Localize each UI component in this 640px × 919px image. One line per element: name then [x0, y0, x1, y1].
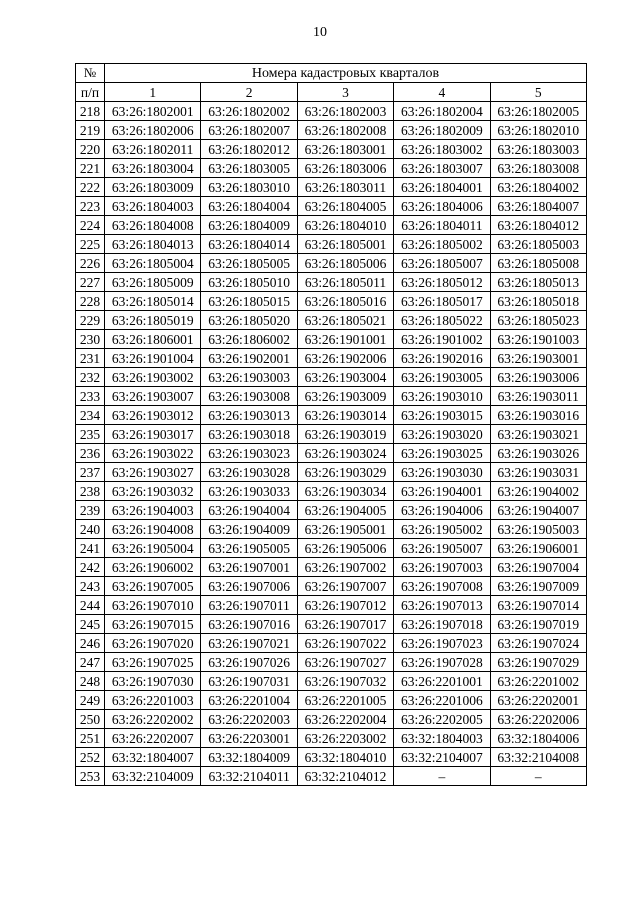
cadastral-number-cell: 63:26:1901001: [297, 330, 393, 349]
cadastral-number-cell: 63:26:1904002: [490, 482, 586, 501]
cadastral-number-cell: 63:26:1907025: [105, 653, 201, 672]
cadastral-number-cell: 63:26:1905002: [394, 520, 490, 539]
row-number: 253: [76, 767, 105, 786]
cadastral-number-cell: 63:26:1805001: [297, 235, 393, 254]
cadastral-number-cell: 63:26:1903016: [490, 406, 586, 425]
cadastral-number-cell: 63:26:1804009: [201, 216, 297, 235]
table-row: [76, 539, 587, 558]
cadastral-number-cell: 63:26:1907012: [297, 596, 393, 615]
row-number: 248: [76, 672, 105, 691]
table-row: [76, 406, 587, 425]
cadastral-number-cell: 63:26:1907004: [490, 558, 586, 577]
cadastral-quarters-table: [75, 63, 587, 786]
cadastral-number-cell: 63:26:1804011: [394, 216, 490, 235]
cadastral-number-cell: 63:32:1804009: [201, 748, 297, 767]
cadastral-number-cell: 63:26:1805017: [394, 292, 490, 311]
column-number: 5: [490, 83, 586, 102]
cadastral-number-cell: 63:26:1806001: [105, 330, 201, 349]
cadastral-number-cell: 63:26:1804001: [394, 178, 490, 197]
cadastral-number-cell: 63:26:1903020: [394, 425, 490, 444]
cadastral-number-cell: 63:26:1804008: [105, 216, 201, 235]
row-number: 252: [76, 748, 105, 767]
cadastral-number-cell: 63:26:1903027: [105, 463, 201, 482]
cadastral-number-cell: 63:26:1903019: [297, 425, 393, 444]
cadastral-number-cell: 63:26:1902016: [394, 349, 490, 368]
table-row: [76, 615, 587, 634]
cadastral-number-cell: 63:26:1903026: [490, 444, 586, 463]
cadastral-number-cell: 63:26:1804002: [490, 178, 586, 197]
row-number: 228: [76, 292, 105, 311]
row-number: 246: [76, 634, 105, 653]
cadastral-number-cell: 63:26:1907010: [105, 596, 201, 615]
cadastral-number-cell: 63:26:1804007: [490, 197, 586, 216]
cadastral-number-cell: 63:26:1905001: [297, 520, 393, 539]
cadastral-number-cell: 63:26:1907008: [394, 577, 490, 596]
cadastral-number-cell: 63:26:1907026: [201, 653, 297, 672]
cadastral-number-cell: 63:26:1903011: [490, 387, 586, 406]
cadastral-number-cell: 63:26:1903018: [201, 425, 297, 444]
cadastral-number-cell: 63:26:2203001: [201, 729, 297, 748]
cadastral-number-cell: 63:26:1805020: [201, 311, 297, 330]
cadastral-number-cell: 63:26:1805004: [105, 254, 201, 273]
cadastral-number-cell: 63:26:1805015: [201, 292, 297, 311]
row-number: 224: [76, 216, 105, 235]
cadastral-number-cell: 63:26:1903005: [394, 368, 490, 387]
table-row: [76, 216, 587, 235]
cadastral-number-cell: 63:26:1903033: [201, 482, 297, 501]
cadastral-number-cell: 63:26:1805007: [394, 254, 490, 273]
cadastral-number-cell: 63:26:1903014: [297, 406, 393, 425]
cadastral-number-cell: 63:26:1907005: [105, 577, 201, 596]
row-number: 251: [76, 729, 105, 748]
table-row: [76, 653, 587, 672]
cadastral-number-cell: 63:26:1802005: [490, 102, 586, 121]
cadastral-number-cell: 63:26:1803005: [201, 159, 297, 178]
cadastral-number-cell: 63:26:2201005: [297, 691, 393, 710]
cadastral-number-cell: 63:26:1904001: [394, 482, 490, 501]
table-row: [76, 425, 587, 444]
cadastral-number-cell: 63:26:1805022: [394, 311, 490, 330]
table-row: [76, 691, 587, 710]
cadastral-number-cell: 63:26:2202004: [297, 710, 393, 729]
table-row: [76, 140, 587, 159]
cadastral-number-cell: 63:26:1903004: [297, 368, 393, 387]
table-row: [76, 121, 587, 140]
row-number: 250: [76, 710, 105, 729]
cadastral-number-cell: 63:26:1804004: [201, 197, 297, 216]
table-row: [76, 520, 587, 539]
cadastral-number-cell: 63:26:1904004: [201, 501, 297, 520]
cadastral-number-cell: 63:26:1804012: [490, 216, 586, 235]
table-row: [76, 197, 587, 216]
cadastral-number-cell: 63:26:2202002: [105, 710, 201, 729]
cadastral-number-cell: 63:26:1904003: [105, 501, 201, 520]
table-row: [76, 463, 587, 482]
cadastral-number-cell: 63:26:1804013: [105, 235, 201, 254]
row-number: 247: [76, 653, 105, 672]
cadastral-number-cell: 63:26:1906002: [105, 558, 201, 577]
cadastral-number-cell: 63:26:1907001: [201, 558, 297, 577]
cadastral-number-cell: 63:26:1907029: [490, 653, 586, 672]
table-header-row: [76, 64, 587, 83]
cadastral-number-cell: 63:26:1907031: [201, 672, 297, 691]
cadastral-number-cell: 63:26:1803008: [490, 159, 586, 178]
cadastral-number-cell: 63:26:1805003: [490, 235, 586, 254]
cadastral-number-cell: 63:26:2203002: [297, 729, 393, 748]
cadastral-number-cell: 63:26:2202003: [201, 710, 297, 729]
table-row: [76, 672, 587, 691]
cadastral-number-cell: 63:26:1805006: [297, 254, 393, 273]
cadastral-number-cell: 63:26:1905007: [394, 539, 490, 558]
table-row: [76, 178, 587, 197]
cadastral-number-cell: 63:26:1907020: [105, 634, 201, 653]
cadastral-number-cell: 63:26:1904007: [490, 501, 586, 520]
cadastral-number-cell: 63:26:1907024: [490, 634, 586, 653]
row-number: 220: [76, 140, 105, 159]
cadastral-number-cell: 63:26:1802004: [394, 102, 490, 121]
cadastral-number-cell: 63:26:1803002: [394, 140, 490, 159]
cadastral-number-cell: 63:26:1907028: [394, 653, 490, 672]
cadastral-number-cell: 63:26:2201003: [105, 691, 201, 710]
cadastral-number-cell: 63:32:2104012: [297, 767, 393, 786]
cadastral-number-cell: 63:26:1903013: [201, 406, 297, 425]
cadastral-number-cell: 63:26:1804003: [105, 197, 201, 216]
row-number: 237: [76, 463, 105, 482]
cadastral-number-cell: 63:26:1804006: [394, 197, 490, 216]
cadastral-number-cell: 63:26:1907019: [490, 615, 586, 634]
cadastral-number-cell: 63:26:1805005: [201, 254, 297, 273]
cadastral-number-cell: –: [490, 767, 586, 786]
cadastral-number-cell: 63:26:1903034: [297, 482, 393, 501]
table-row: [76, 311, 587, 330]
cadastral-number-cell: 63:26:1804014: [201, 235, 297, 254]
cadastral-number-cell: 63:26:1903006: [490, 368, 586, 387]
cadastral-number-cell: 63:26:1907006: [201, 577, 297, 596]
cadastral-number-cell: 63:26:1802009: [394, 121, 490, 140]
cadastral-number-cell: 63:26:1907016: [201, 615, 297, 634]
cadastral-number-cell: 63:26:2202005: [394, 710, 490, 729]
cadastral-number-cell: 63:26:1905003: [490, 520, 586, 539]
cadastral-number-cell: 63:26:1805009: [105, 273, 201, 292]
cadastral-number-cell: 63:26:1903032: [105, 482, 201, 501]
cadastral-number-cell: 63:26:1902001: [201, 349, 297, 368]
row-number: 233: [76, 387, 105, 406]
cadastral-number-cell: 63:26:1802001: [105, 102, 201, 121]
table-row: [76, 558, 587, 577]
row-number: 219: [76, 121, 105, 140]
cadastral-number-cell: 63:26:1803004: [105, 159, 201, 178]
cadastral-number-cell: 63:26:1903003: [201, 368, 297, 387]
cadastral-number-cell: 63:32:1804006: [490, 729, 586, 748]
cadastral-number-cell: 63:26:1803009: [105, 178, 201, 197]
cadastral-number-cell: 63:26:1802012: [201, 140, 297, 159]
cadastral-number-cell: 63:26:1903002: [105, 368, 201, 387]
cadastral-number-cell: 63:26:1907007: [297, 577, 393, 596]
cadastral-number-cell: 63:26:1907003: [394, 558, 490, 577]
row-number: 238: [76, 482, 105, 501]
cadastral-number-cell: 63:26:1907002: [297, 558, 393, 577]
page-number: 10: [313, 25, 327, 40]
table-body: [76, 102, 587, 786]
cadastral-number-cell: 63:26:1905004: [105, 539, 201, 558]
cadastral-number-cell: 63:26:1805023: [490, 311, 586, 330]
cadastral-number-cell: 63:26:1903001: [490, 349, 586, 368]
header-row-number-label: п/п: [76, 83, 105, 102]
cadastral-number-cell: 63:26:2201002: [490, 672, 586, 691]
row-number: 218: [76, 102, 105, 121]
cadastral-number-cell: 63:26:1907022: [297, 634, 393, 653]
cadastral-number-cell: 63:26:1805016: [297, 292, 393, 311]
cadastral-number-cell: 63:26:1803001: [297, 140, 393, 159]
row-number: 243: [76, 577, 105, 596]
cadastral-number-cell: 63:26:1903022: [105, 444, 201, 463]
table-row: [76, 330, 587, 349]
table-row: [76, 273, 587, 292]
cadastral-number-cell: 63:26:1901004: [105, 349, 201, 368]
cadastral-number-cell: 63:26:1805014: [105, 292, 201, 311]
row-number: 240: [76, 520, 105, 539]
cadastral-number-cell: 63:26:1903017: [105, 425, 201, 444]
cadastral-number-cell: 63:32:2104011: [201, 767, 297, 786]
table-row: [76, 292, 587, 311]
table-row: [76, 729, 587, 748]
cadastral-number-cell: 63:26:2201004: [201, 691, 297, 710]
cadastral-number-cell: 63:26:1803003: [490, 140, 586, 159]
cadastral-number-cell: 63:26:1906001: [490, 539, 586, 558]
cadastral-number-cell: 63:26:1903031: [490, 463, 586, 482]
cadastral-number-cell: 63:26:1903009: [297, 387, 393, 406]
cadastral-number-cell: 63:26:1904006: [394, 501, 490, 520]
cadastral-number-cell: 63:26:1903025: [394, 444, 490, 463]
cadastral-number-cell: 63:26:1803007: [394, 159, 490, 178]
table-row: [76, 444, 587, 463]
row-number: 229: [76, 311, 105, 330]
cadastral-number-cell: 63:26:1901002: [394, 330, 490, 349]
cadastral-number-cell: 63:26:1806002: [201, 330, 297, 349]
cadastral-number-cell: 63:32:2104009: [105, 767, 201, 786]
cadastral-number-cell: 63:26:1907013: [394, 596, 490, 615]
cadastral-number-cell: 63:26:1804010: [297, 216, 393, 235]
row-number: 232: [76, 368, 105, 387]
cadastral-number-cell: 63:26:1907018: [394, 615, 490, 634]
cadastral-number-cell: 63:26:1907021: [201, 634, 297, 653]
row-number: 241: [76, 539, 105, 558]
cadastral-number-cell: 63:26:1907023: [394, 634, 490, 653]
cadastral-number-cell: 63:26:1805008: [490, 254, 586, 273]
table-row: [76, 710, 587, 729]
cadastral-number-cell: 63:26:1904008: [105, 520, 201, 539]
row-number: 230: [76, 330, 105, 349]
cadastral-number-cell: 63:26:2202007: [105, 729, 201, 748]
cadastral-number-cell: 63:26:1907032: [297, 672, 393, 691]
column-number: 3: [297, 83, 393, 102]
cadastral-number-cell: 63:26:1802006: [105, 121, 201, 140]
cadastral-number-cell: 63:26:1805019: [105, 311, 201, 330]
cadastral-number-cell: 63:26:1802003: [297, 102, 393, 121]
cadastral-number-cell: 63:26:1903008: [201, 387, 297, 406]
cadastral-number-cell: 63:32:2104007: [394, 748, 490, 767]
cadastral-number-cell: 63:26:2202006: [490, 710, 586, 729]
cadastral-number-cell: 63:26:1905006: [297, 539, 393, 558]
cadastral-number-cell: 63:26:1907011: [201, 596, 297, 615]
row-number: 236: [76, 444, 105, 463]
column-number: 1: [105, 83, 201, 102]
column-number: 4: [394, 83, 490, 102]
cadastral-number-cell: 63:26:1805013: [490, 273, 586, 292]
table-row: [76, 767, 587, 786]
cadastral-number-cell: 63:26:1903030: [394, 463, 490, 482]
cadastral-number-cell: 63:26:1802008: [297, 121, 393, 140]
cadastral-number-cell: 63:26:1907015: [105, 615, 201, 634]
row-number: 223: [76, 197, 105, 216]
cadastral-number-cell: 63:26:1903023: [201, 444, 297, 463]
column-number: 2: [201, 83, 297, 102]
table-row: [76, 159, 587, 178]
cadastral-number-cell: 63:26:1904005: [297, 501, 393, 520]
row-number: 245: [76, 615, 105, 634]
cadastral-number-cell: 63:26:1905005: [201, 539, 297, 558]
cadastral-number-cell: 63:26:1902006: [297, 349, 393, 368]
row-number: 225: [76, 235, 105, 254]
cadastral-number-cell: 63:26:1904009: [201, 520, 297, 539]
cadastral-number-cell: 63:26:2202001: [490, 691, 586, 710]
cadastral-number-cell: 63:26:1903015: [394, 406, 490, 425]
cadastral-number-cell: 63:26:1805011: [297, 273, 393, 292]
table-row: [76, 596, 587, 615]
cadastral-number-cell: 63:26:1805021: [297, 311, 393, 330]
cadastral-number-cell: 63:26:1802010: [490, 121, 586, 140]
cadastral-number-cell: 63:26:1805012: [394, 273, 490, 292]
row-number: 249: [76, 691, 105, 710]
cadastral-number-cell: 63:26:1803010: [201, 178, 297, 197]
cadastral-number-cell: 63:26:1903028: [201, 463, 297, 482]
row-number: 239: [76, 501, 105, 520]
cadastral-number-cell: 63:26:1805002: [394, 235, 490, 254]
row-number: 235: [76, 425, 105, 444]
row-number: 226: [76, 254, 105, 273]
cadastral-number-cell: 63:26:1901003: [490, 330, 586, 349]
cadastral-number-cell: 63:26:1802002: [201, 102, 297, 121]
cadastral-number-cell: 63:26:1903024: [297, 444, 393, 463]
cadastral-number-cell: 63:26:1903012: [105, 406, 201, 425]
cadastral-number-cell: 63:26:2201001: [394, 672, 490, 691]
table-row: [76, 577, 587, 596]
row-number: 242: [76, 558, 105, 577]
cadastral-number-cell: 63:26:1903007: [105, 387, 201, 406]
row-number: 234: [76, 406, 105, 425]
table-row: [76, 501, 587, 520]
cadastral-number-cell: 63:32:2104008: [490, 748, 586, 767]
cadastral-number-cell: 63:26:1907027: [297, 653, 393, 672]
table-row: [76, 349, 587, 368]
table-row: [76, 482, 587, 501]
cadastral-number-cell: 63:26:1802011: [105, 140, 201, 159]
cadastral-number-cell: 63:26:1907014: [490, 596, 586, 615]
table-row: [76, 368, 587, 387]
table-row: [76, 748, 587, 767]
cadastral-number-cell: 63:26:1907009: [490, 577, 586, 596]
row-number: 221: [76, 159, 105, 178]
cadastral-number-cell: 63:32:1804003: [394, 729, 490, 748]
row-number: 227: [76, 273, 105, 292]
cadastral-number-cell: 63:26:1907030: [105, 672, 201, 691]
cadastral-number-cell: 63:26:1802007: [201, 121, 297, 140]
cadastral-number-cell: 63:26:1805018: [490, 292, 586, 311]
cadastral-number-cell: 63:32:1804007: [105, 748, 201, 767]
table-row: [76, 235, 587, 254]
cadastral-number-cell: 63:26:1804005: [297, 197, 393, 216]
cadastral-number-cell: 63:26:1805010: [201, 273, 297, 292]
table-row: [76, 254, 587, 273]
cadastral-number-cell: 63:26:2201006: [394, 691, 490, 710]
table-column-numbers-row: [76, 83, 587, 102]
table-row: [76, 102, 587, 121]
header-number-symbol: №: [76, 64, 105, 83]
header-title: Номера кадастровых кварталов: [105, 64, 587, 83]
row-number: 231: [76, 349, 105, 368]
cadastral-number-cell: 63:26:1907017: [297, 615, 393, 634]
cadastral-number-cell: 63:26:1803011: [297, 178, 393, 197]
cadastral-number-cell: 63:26:1903021: [490, 425, 586, 444]
cadastral-number-cell: 63:26:1803006: [297, 159, 393, 178]
row-number: 244: [76, 596, 105, 615]
table-row: [76, 634, 587, 653]
row-number: 222: [76, 178, 105, 197]
cadastral-number-cell: 63:26:1903029: [297, 463, 393, 482]
cadastral-number-cell: 63:26:1903010: [394, 387, 490, 406]
cadastral-number-cell: –: [394, 767, 490, 786]
cadastral-number-cell: 63:32:1804010: [297, 748, 393, 767]
table-row: [76, 387, 587, 406]
